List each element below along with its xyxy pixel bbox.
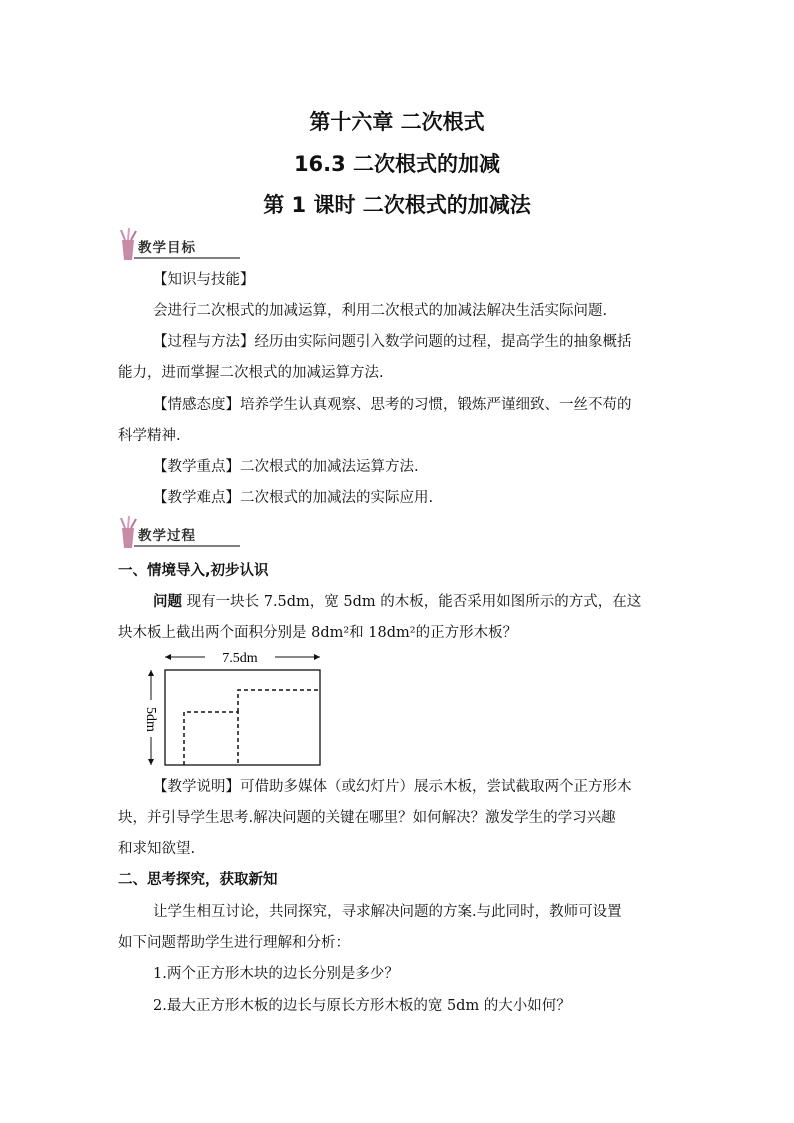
attitude-text-line2: 科学精神.: [118, 428, 181, 444]
problem-label: 问题: [153, 594, 182, 610]
lesson-title: 第 1 课时 二次根式的加减法: [263, 193, 531, 217]
objectives-banner-label: 教学目标: [138, 240, 196, 256]
process-banner-label: 教学过程: [138, 528, 196, 544]
height-label: 5dm: [143, 707, 158, 732]
section2-intro-line2: 如下问题帮助学生进行理解和分析：: [118, 935, 350, 951]
process-banner: [118, 516, 242, 550]
width-label: 7.5dm: [222, 651, 258, 666]
note-line1: 【教学说明】可借助多媒体（或幻灯片）展示木板，尝试截取两个正方形木: [153, 779, 632, 795]
section2-heading: 二、思考探究，获取新知: [118, 872, 278, 888]
note-line2: 块，并引导学生思考.解决问题的关键在哪里？如何解决？激发学生的学习兴趣: [118, 810, 616, 826]
knowledge-label: 【知识与技能】: [153, 272, 255, 288]
method-text-line2: 能力，进而掌握二次根式的加减运算方法.: [118, 365, 384, 381]
board-rectangle: [165, 670, 320, 765]
problem-line2: 块木板上截出两个面积分别是 8dm²和 18dm²的正方形木板？: [118, 625, 518, 641]
board-diagram-svg: [140, 645, 340, 770]
knowledge-text: 会进行二次根式的加减运算，利用二次根式的加减法解决生活实际问题.: [153, 303, 608, 319]
large-square-outline: [238, 690, 320, 712]
section1-heading: 一、情境导入,初步认识: [118, 563, 269, 579]
method-text-line1: 【过程与方法】经历由实际问题引入数学问题的过程，提高学生的抽象概括: [153, 334, 632, 350]
chapter-title: 第十六章 二次根式: [309, 110, 485, 134]
board-diagram: [140, 645, 340, 774]
section2-intro-line1: 让学生相互讨论，共同探究，寻求解决问题的方案.与此同时，教师可设置: [153, 904, 622, 920]
problem-line1: [153, 592, 641, 612]
key-point: 【教学重点】二次根式的加减法运算方法.: [153, 459, 419, 475]
difficulty: 【教学难点】二次根式的加减法的实际应用.: [153, 490, 434, 506]
question-2: 2.最大正方形木板的边长与原长方形木板的宽 5dm 的大小如何？: [153, 998, 571, 1014]
section-title: 16.3 二次根式的加减: [293, 152, 501, 176]
question-1: 1.两个正方形木块的边长分别是多少？: [153, 966, 399, 982]
objectives-banner: [118, 228, 242, 262]
small-square-outline: [184, 712, 238, 765]
problem-text: 现有一块长 7.5dm，宽 5dm 的木板，能否采用如图所示的方式，在这: [182, 594, 642, 610]
note-line3: 和求知欲望.: [118, 841, 196, 857]
attitude-text-line1: 【情感态度】培养学生认真观察、思考的习惯，锻炼严谨细致、一丝不苟的: [153, 397, 632, 413]
